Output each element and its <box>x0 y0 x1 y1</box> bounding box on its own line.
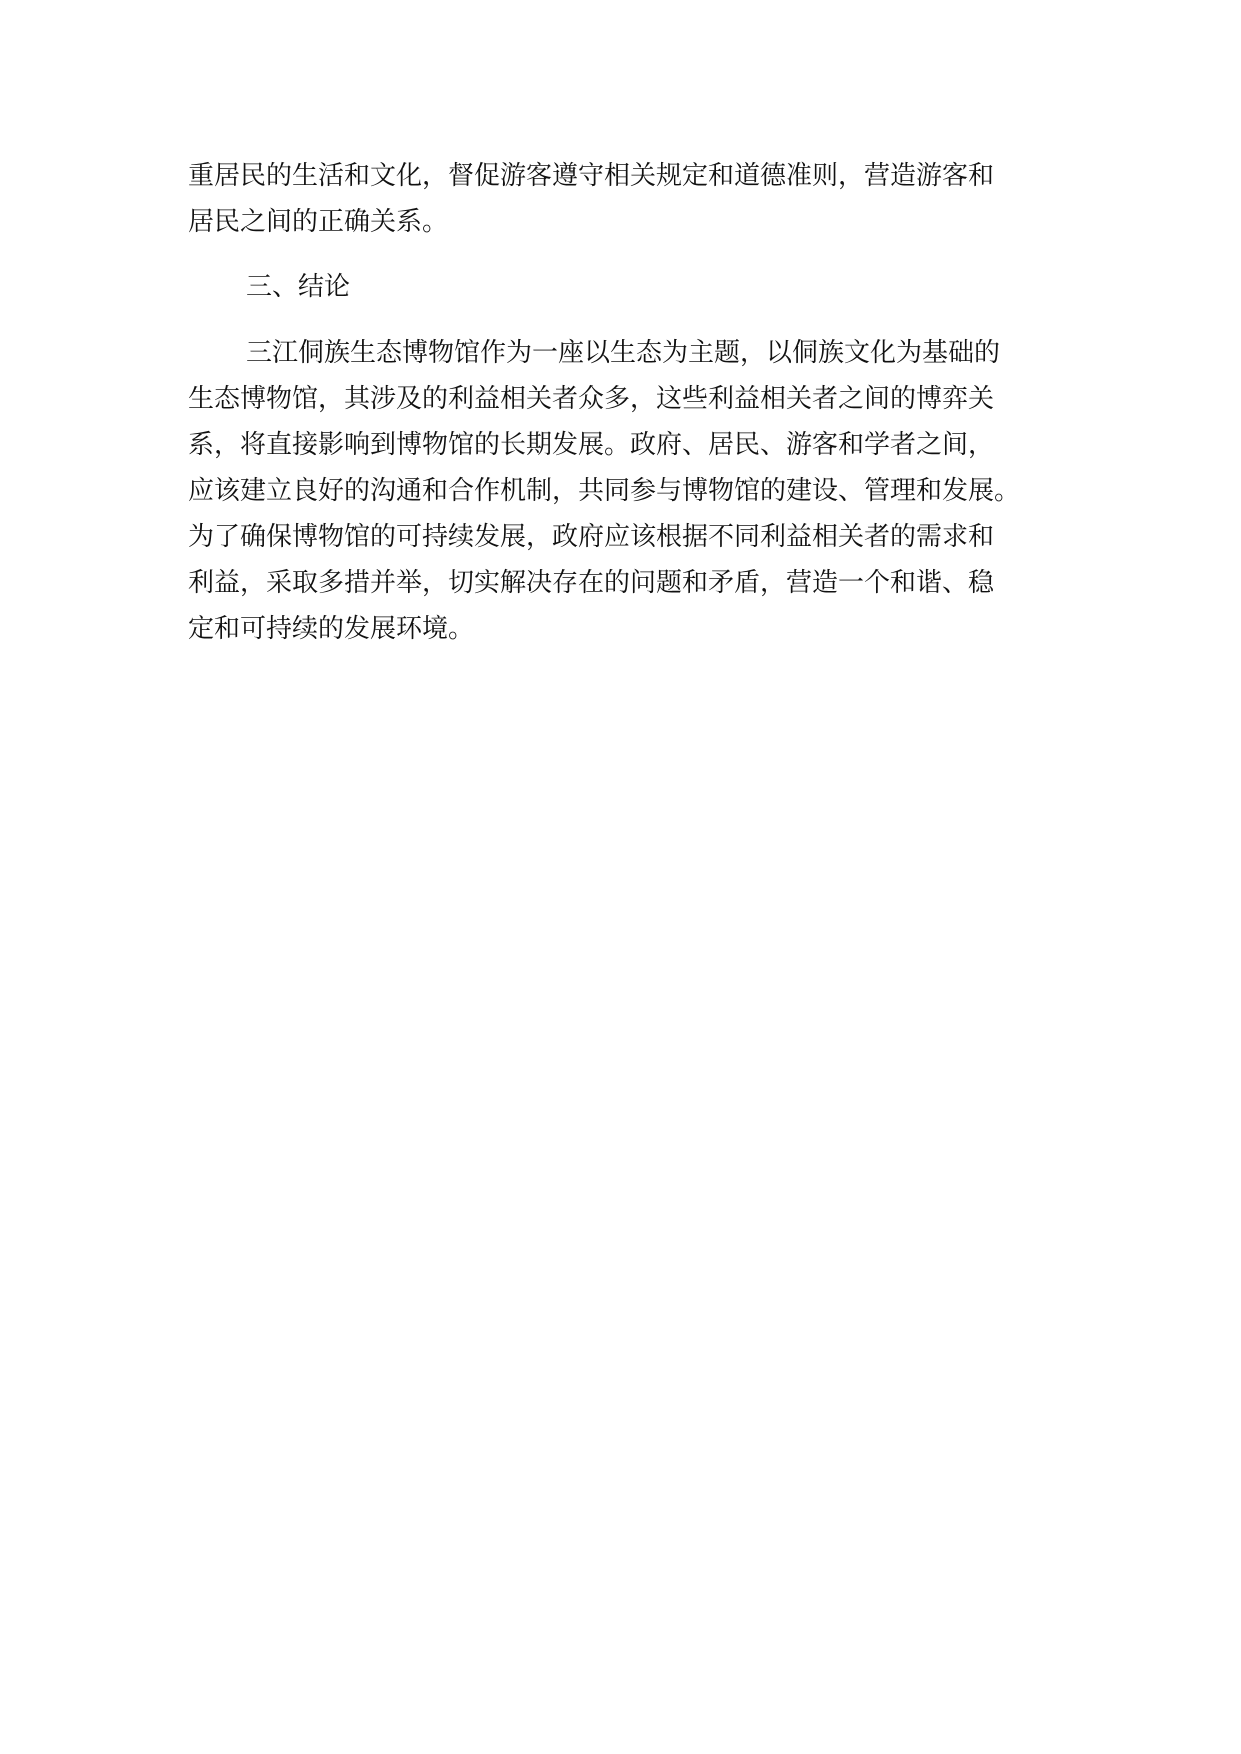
paragraph-line: 生态博物馆，其涉及的利益相关者众多，这些利益相关者之间的博弈关 <box>188 384 995 414</box>
paragraph-continuation <box>188 153 1088 245</box>
paragraph-line: 应该建立良好的沟通和合作机制，共同参与博物馆的建设、管理和发展。 <box>188 476 1021 506</box>
section-heading-block <box>188 264 1088 310</box>
section-heading: 三、结论 <box>246 272 351 302</box>
paragraph-line: 定和可持续的发展环境。 <box>188 614 475 644</box>
paragraph-line: 为了确保博物馆的可持续发展，政府应该根据不同利益相关者的需求和 <box>188 522 995 552</box>
paragraph-line: 居民之间的正确关系。 <box>188 207 449 237</box>
paragraph-line: 重居民的生活和文化，督促游客遵守相关规定和道德准则，营造游客和 <box>188 161 995 191</box>
conclusion-paragraph <box>188 330 1088 652</box>
paragraph-line: 利益，采取多措并举，切实解决存在的问题和矛盾，营造一个和谐、稳 <box>188 568 995 598</box>
paragraph-line: 系，将直接影响到博物馆的长期发展。政府、居民、游客和学者之间， <box>188 430 995 460</box>
paragraph-line: 三江侗族生态博物馆作为一座以生态为主题，以侗族文化为基础的 <box>246 338 1001 368</box>
